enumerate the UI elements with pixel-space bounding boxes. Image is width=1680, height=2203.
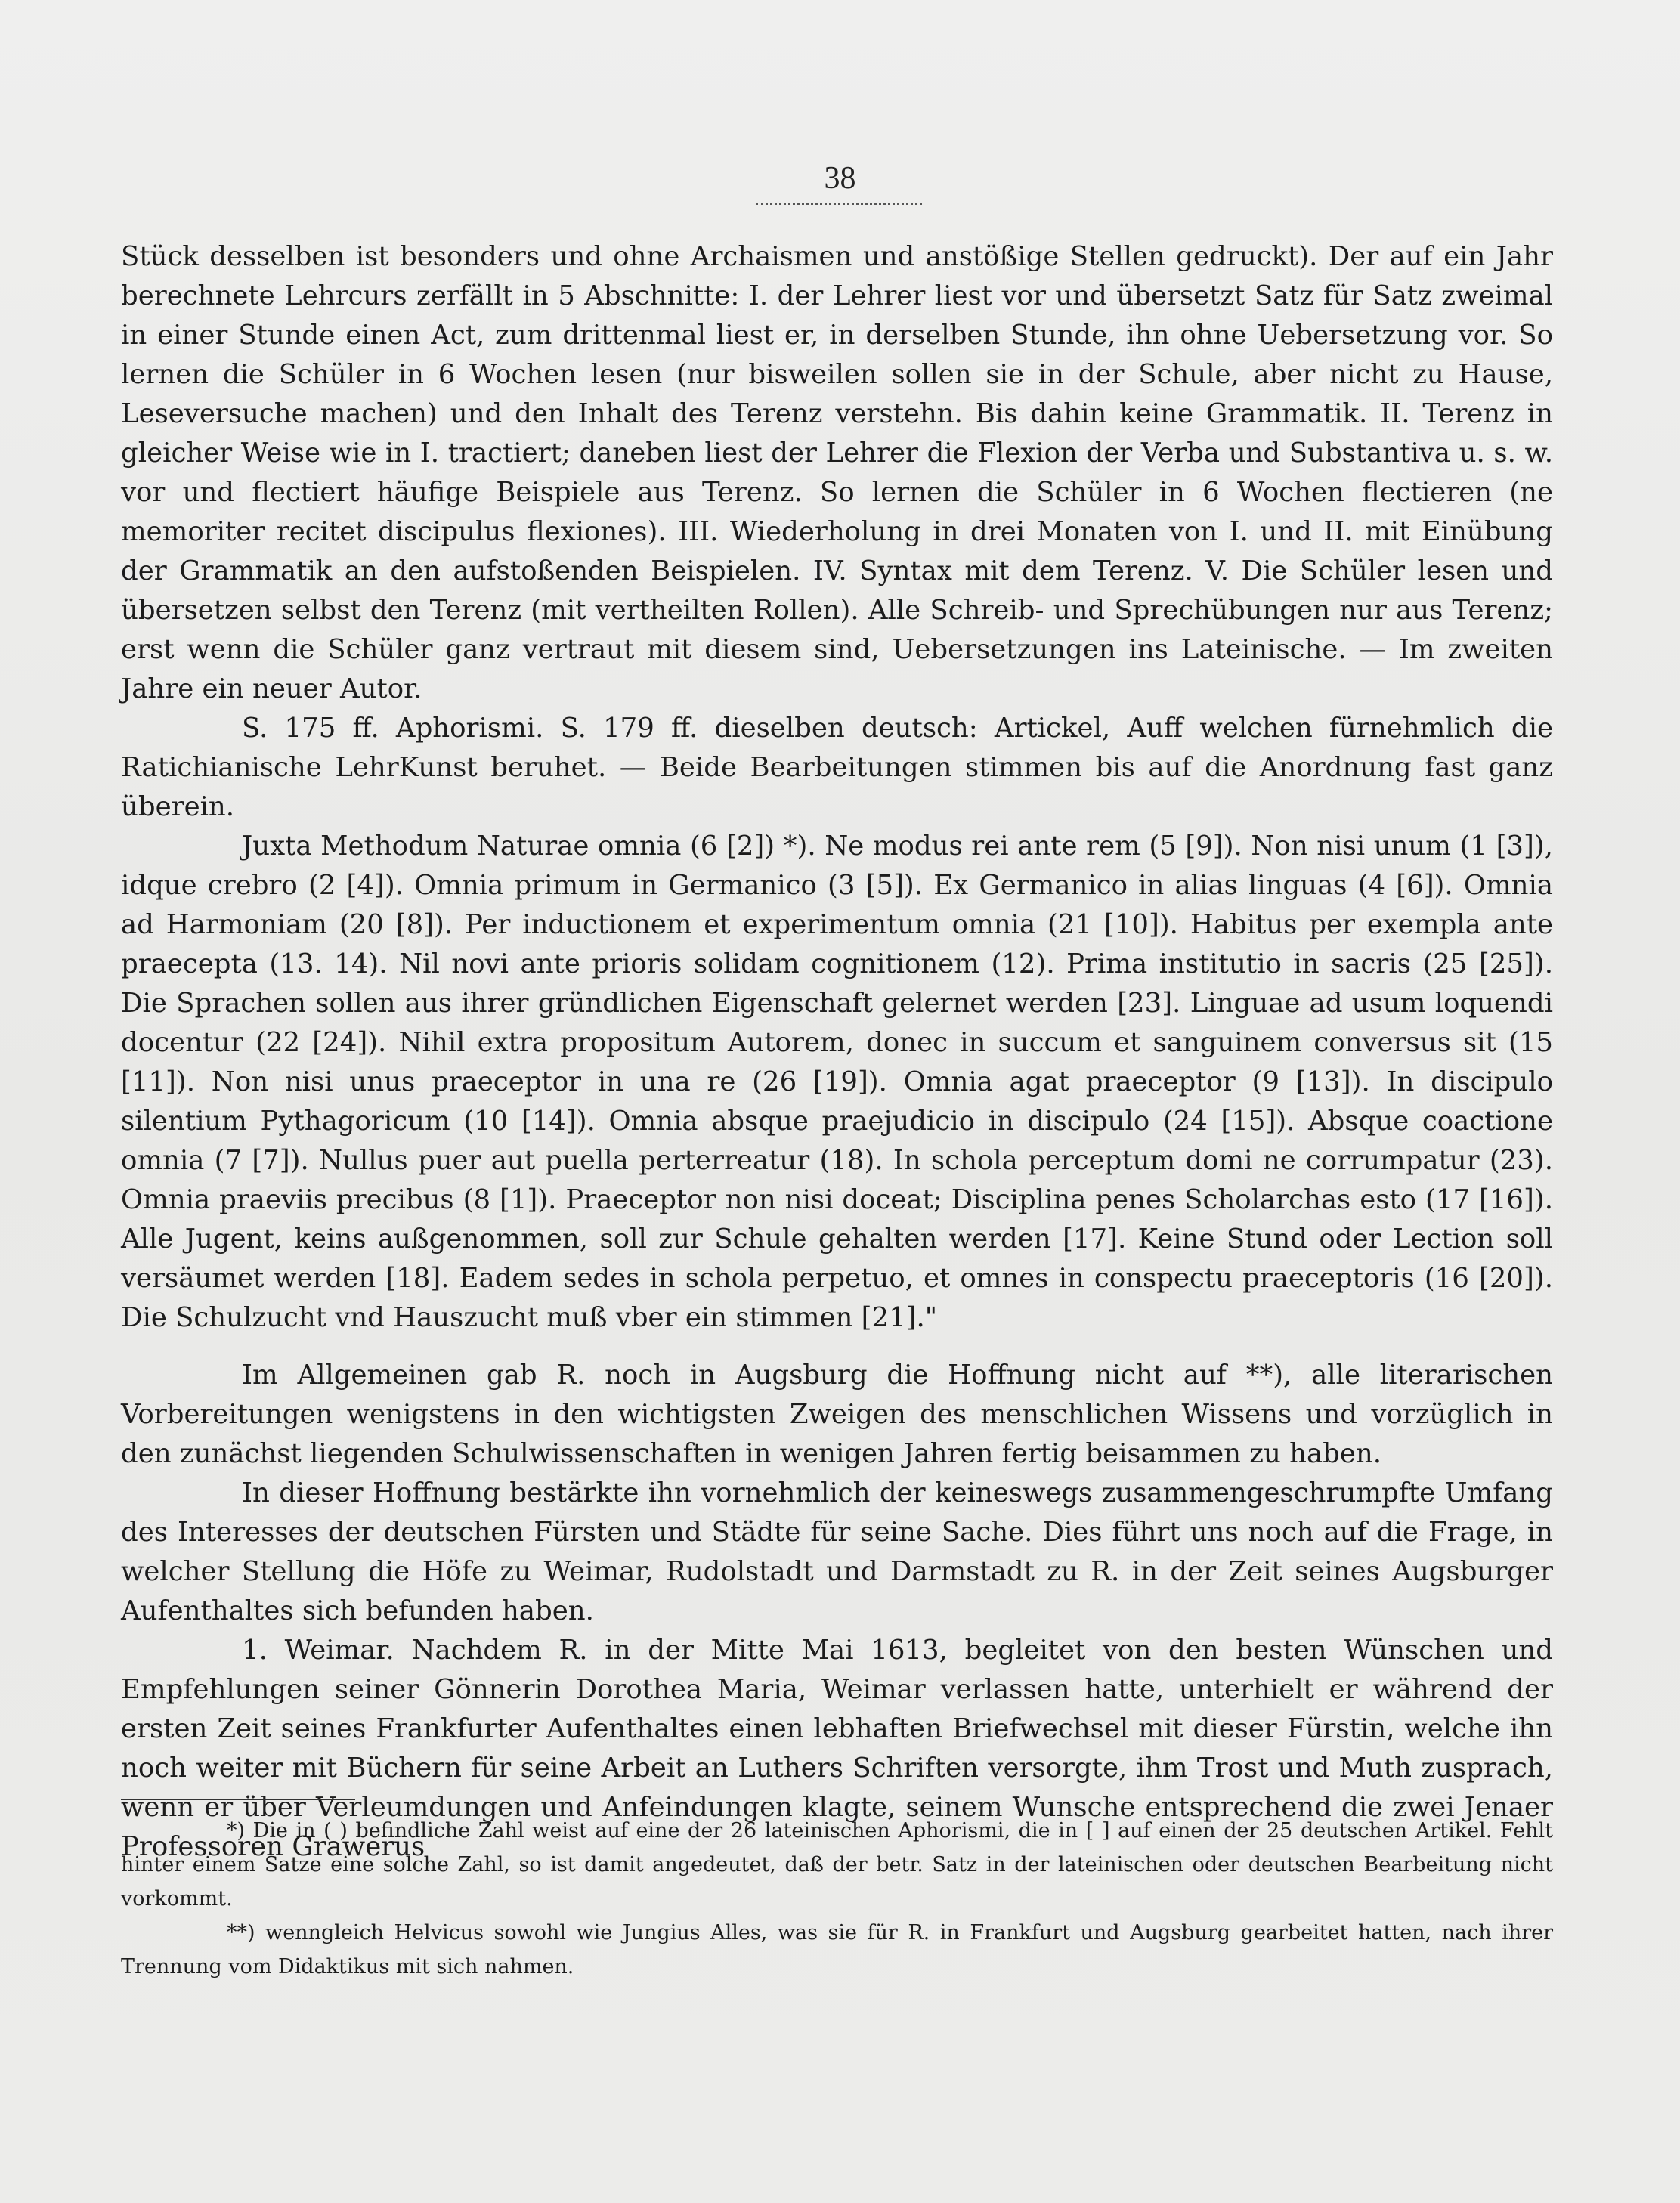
page-number: 38 [824, 161, 856, 196]
footnote-1: *) Die in ( ) befindliche Zahl weist auf eine der 26 lateinischen Aphorismi, die in [ ] auf einen der 25 deutschen Artikel. Fehlt hinter einem Satze eine solche Zahl, so ist damit angedeutet, daß der betr. Satz in der lateinischen oder deutschen Bearbeitung nicht vorkommt. [121, 1819, 1553, 1911]
paragraph-augsburg-hope: Im Allgemeinen gab R. noch in Augsburg die Hoffnung nicht auf **), alle literarischen Vorbereitungen wenigstens in den wichtigsten Zweigen des menschlichen Wissens und vorzüglich in den zunächst liegenden Schulwissenschaften in wenigen Jahren fertig beisammen zu haben. [121, 1360, 1553, 1469]
footnotes [121, 1814, 1553, 1984]
page-number-ornament [756, 203, 922, 205]
paragraph-princes-interest: In dieser Hoffnung bestärkte ihn vornehmlich der keineswegs zusammengeschrumpfte Umfang des Interesses der deutschen Fürsten und Städte für seine Sache. Dies führt uns noch auf die Frage, in welcher Stellung die Höfe zu Weimar, Rudolstadt und Darmstadt zu R. in der Zeit seines Augsburger Aufenthaltes sich befunden haben. [121, 1477, 1553, 1626]
main-text [121, 237, 1553, 1867]
paragraph-aphorismi-reference: S. 175 ff. Aphorismi. S. 179 ff. dieselben deutsch: Artickel, Auff welchen fürnehmlich die Ratichianische LehrKunst beruhet. — Beide Bearbeitungen stimmen bis auf die Anordnung fast ganz überein. [121, 713, 1553, 822]
paragraph-terenz-course: Stück desselben ist besonders und ohne Archaismen und anstößige Stellen gedruckt). Der auf ein Jahr berechnete Lehrcurs zerfällt in 5 Abschnitte: I. der Lehrer liest vor und übersetzt Satz für Satz zweimal in einer Stunde einen Act, zum drittenmal liest er, in derselben Stunde, ihn ohne Uebersetzung vor. So lernen die Schüler in 6 Wochen lesen (nur bisweilen sollen sie in der Schule, aber nicht zu Hause, Leseversuche machen) und den Inhalt des Terenz verstehn. Bis dahin keine Grammatik. II. Terenz in gleicher Weise wie in I. tractiert; daneben liest der Lehrer die Flexion der Verba und Substantiva u. s. w. vor und flectiert häufige Beispiele aus Terenz. So lernen die Schüler in 6 Wochen flectieren (ne memoriter recitet discipulus flexiones). III. Wiederholung in drei Monaten von I. und II. mit Einübung der Grammatik an den aufstoßenden Beispielen. IV. Syntax mit dem Terenz. V. Die Schüler lesen und übersetzen selbst den Terenz (mit vertheilten Rollen). Alle Schreib- und Sprechübungen nur aus Terenz; erst wenn die Schüler ganz vertraut mit diesem sind, Uebersetzungen ins Lateinische. — Im zweiten Jahre ein neuer Autor. [121, 241, 1553, 704]
paragraph-aphorismi-list: Juxta Methodum Naturae omnia (6 [2]) *). Ne modus rei ante rem (5 [9]). Non nisi unum (1 [3]), idque crebro (2 [4]). Omnia primum in Germanico (3 [5]). Ex Germanico in alias linguas (4 [6]). Omnia ad Harmoniam (20 [8]). Per inductionem et experimentum omnia (21 [10]). Habitus per exempla ante praecepta (13. 14). Nil novi ante prioris solidam cognitionem (12). Prima institutio in sacris (25 [25]). Die Sprachen sollen aus ihrer gründlichen Eigenschaft gelernet werden [23]. Linguae ad usum loquendi docentur (22 [24]). Nihil extra propositum Autorem, donec in succum et sanguinem conversus sit (15 [11]). Non nisi unus praeceptor in una re (26 [19]). Omnia agat praeceptor (9 [13]). In discipulo silentium Pythagoricum (10 [14]). Omnia absque praejudicio in discipulo (24 [15]). Absque coactione omnia (7 [7]). Nullus puer aut puella perterreatur (18). In schola perceptum domi ne corrumpatur (23). Omnia praeviis precibus (8 [1]). Praeceptor non nisi doceat; Disciplina penes Scholarchas esto (17 [16]). Alle Jugent, keins außgenommen, soll zur Schule gehalten werden [17]. Keine Stund oder Lection soll versäumet werden [18]. Eadem sedes in schola perpetuo, et omnes in conspectu praeceptoris (16 [20]). Die Schulzucht vnd Hauszucht muß vber ein stimmen [21]." [121, 831, 1553, 1333]
paragraph-weimar: 1. Weimar. Nachdem R. in der Mitte Mai 1613, begleitet von den besten Wünschen und Empfehlungen seiner Gönnerin Dorothea Maria, Weimar verlassen hatte, unterhielt er während der ersten Zeit seines Frankfurter Aufenthaltes einen lebhaften Briefwechsel mit dieser Fürstin, welche ihn noch weiter mit Büchern für seine Arbeit an Luthers Schriften versorgte, ihm Trost und Muth zusprach, wenn er über Verleumdungen und Anfeindungen klagte, seinem Wunsche entsprechend die zwei Jenaer Professoren Grawerus [121, 1635, 1553, 1862]
footnote-divider [121, 1799, 355, 1800]
footnote-2: **) wenngleich Helvicus sowohl wie Jungius Alles, was sie für R. in Frankfurt und Augsburg gearbeitet hatten, nach ihrer Trennung vom Didaktikus mit sich nahmen. [121, 1921, 1553, 1979]
